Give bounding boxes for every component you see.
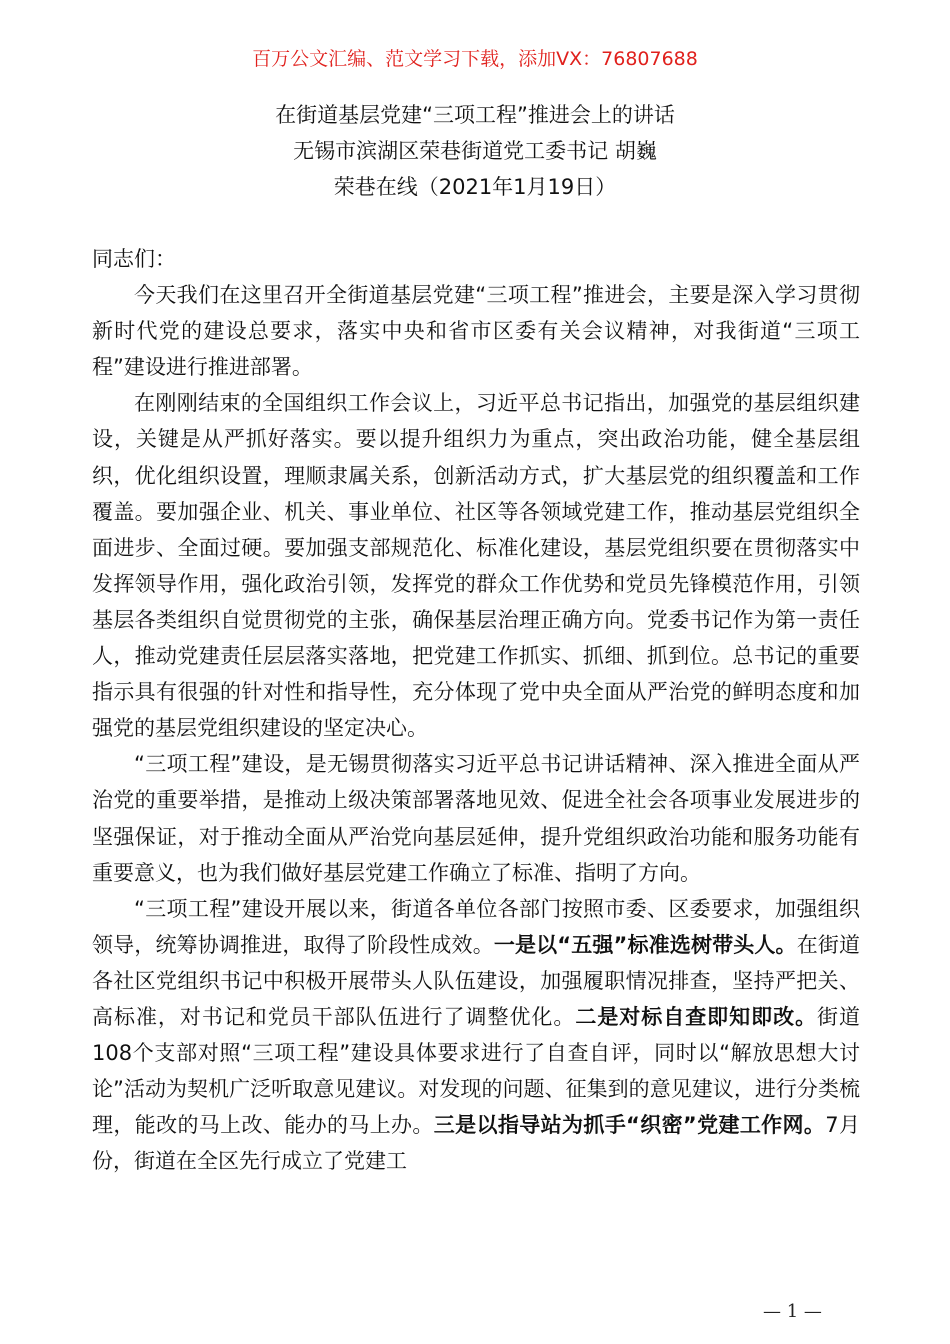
point-3-text: 7月份，街道在全区先行成立了党建工 bbox=[92, 1113, 861, 1174]
speaker-line: 无锡市滨湖区荣巷街道党工委书记 胡巍 bbox=[293, 139, 657, 163]
promo-banner: 百万公文汇编、范文学习下载，添加VX：76807688 bbox=[252, 48, 698, 70]
point-1-text: 在街道各社区党组织书记中积极开展带头人队伍建设，加强履职情况排查，坚持严把关、高标准，对书记和党员干部队伍进行了调整优化。 bbox=[92, 932, 861, 1029]
point-3-heading: 三是以指导站为抓手“织密”党建工作网。 bbox=[433, 1113, 826, 1138]
page-number: — 1 — bbox=[763, 1301, 822, 1322]
paragraph-4 bbox=[92, 891, 860, 1180]
speech-title: 在街道基层党建“三项工程”推进会上的讲话 bbox=[275, 103, 675, 127]
salutation: 同志们： bbox=[92, 247, 176, 271]
point-1-heading: 一是以“五强”标准选树带头人。 bbox=[493, 932, 797, 957]
paragraph-2: 在刚刚结束的全国组织工作会议上，习近平总书记指出，加强党的基层组织建设，关键是从严抓好落实。要以提升组织力为重点，突出政治功能，健全基层组织，优化组织设置，理顺隶属关系，创新活动方式，扩大基层党的组织覆盖和工作覆盖。要加强企业、机关、事业单位、社区等各领域党建工作，推动基层党组织全面进步、全面过硬。要加强支部规范化、标准化建设，基层党组织要在贯彻落实中发挥领导作用，强化政治引领，发挥党的群众工作优势和党员先锋模范作用，引领基层各类组织自觉贯彻党的主张，确保基层治理正确方向。党委书记作为第一责任人，推动党建责任层层落实落地，把党建工作抓实、抓细、抓到位。总书记的重要指示具有很强的针对性和指导性，充分体现了党中央全面从严治党的鲜明态度和加强党的基层党组织建设的坚定决心。 bbox=[92, 391, 860, 741]
speech-body bbox=[92, 241, 860, 1179]
point-2-text: 街道108个支部对照“三项工程”建设具体要求进行了自查自评，同时以“解放思想大讨论”活动为契机广泛听取意见建议。对发现的问题、征集到的意见建议，进行分类梳理，能改的马上改、能办的马上办。 bbox=[92, 1004, 861, 1138]
paragraph-4-intro: “三项工程”建设开展以来，街道各单位各部门按照市委、区委要求，加强组织领导，统筹协调推进，取得了阶段性成效。 bbox=[92, 896, 860, 957]
document-heading bbox=[0, 97, 950, 205]
source-line: 荣巷在线（2021年1月19日） bbox=[333, 175, 617, 199]
paragraph-1: 今天我们在这里召开全街道基层党建“三项工程”推进会，主要是深入学习贯彻新时代党的建设总要求，落实中央和省市区委有关会议精神，对我街道“三项工程”建设进行推进部署。 bbox=[92, 283, 860, 380]
point-2-heading: 二是对标自查即知即改。 bbox=[575, 1004, 818, 1029]
paragraph-3: “三项工程”建设，是无锡贯彻落实习近平总书记讲话精神、深入推进全面从严治党的重要举措，是推动上级决策部署落地见效、促进全社会各项事业发展进步的坚强保证，对于推动全面从严治党向基层延伸，提升党组织政治功能和服务功能有重要意义，也为我们做好基层党建工作确立了标准、指明了方向。 bbox=[92, 752, 860, 885]
